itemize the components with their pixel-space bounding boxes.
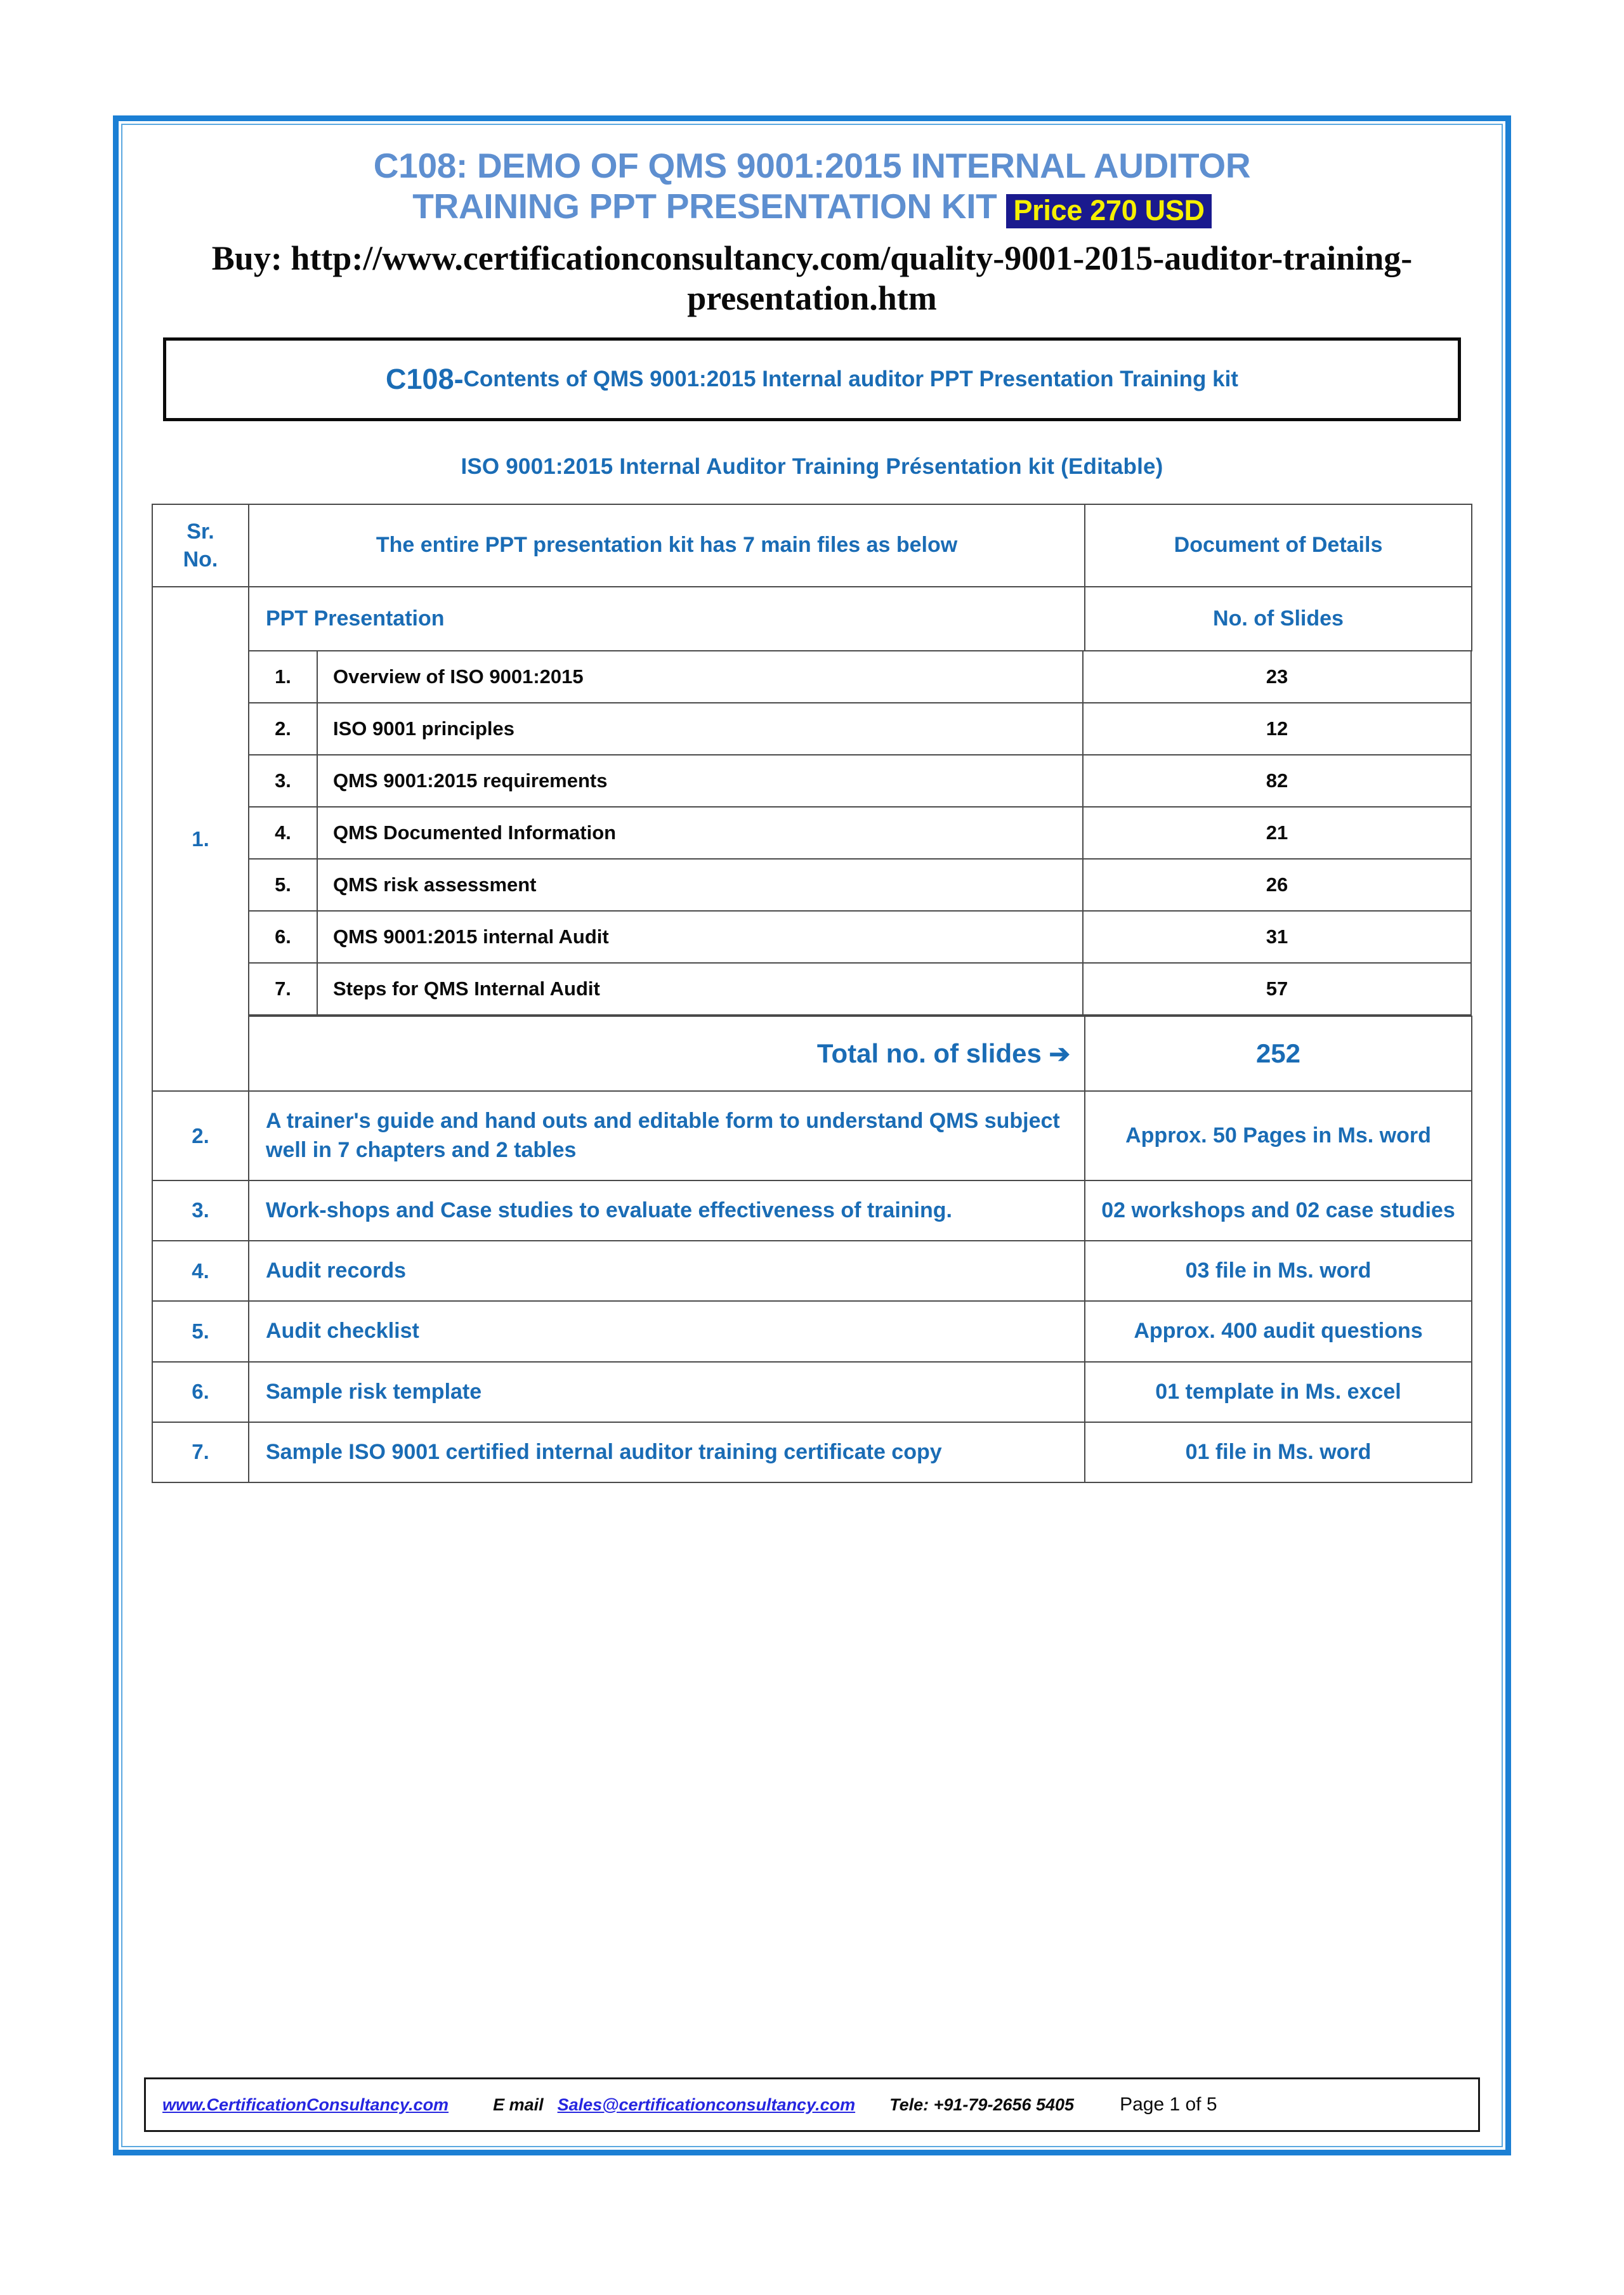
ppt-file-num: 1. [249,651,317,703]
row-description: Audit records [249,1241,1085,1301]
ppt-file-num: 4. [249,807,317,859]
row-sr-4: 4. [152,1241,249,1301]
ppt-file-title: Steps for QMS Internal Audit [317,963,1083,1015]
footer-telephone: Tele: +91-79-2656 5405 [889,2095,1075,2114]
ppt-file-slides: 82 [1083,755,1471,807]
header-sr-line1: Sr. [187,520,214,544]
header-details: Document of Details [1085,504,1472,587]
table-row [249,911,1471,963]
ppt-file-slides: 31 [1083,911,1471,963]
table-row [249,963,1471,1015]
ppt-file-slides: 57 [1083,963,1471,1015]
total-slides-label [249,1016,1085,1091]
table-row [249,807,1471,859]
table-row [152,1362,1472,1422]
page-inner-frame [121,124,1503,2147]
footer-website-link[interactable]: www.CertificationConsultancy.com [162,2095,449,2114]
ppt-file-slides: 26 [1083,859,1471,911]
buy-url[interactable]: http://www.certificationconsultancy.com/quality-9001-2015-auditor-training-presentation.htm [291,239,1413,317]
iso-subtitle: ISO 9001:2015 Internal Auditor Training Présentation kit (Editable) [461,454,1163,480]
page-title [144,145,1480,227]
table-row [249,651,1471,703]
footer-page-number: Page 1 of 5 [1120,2094,1217,2115]
right-arrow-icon: ➔ [1049,1040,1070,1069]
row-details: 01 template in Ms. excel [1085,1362,1472,1422]
table-row [152,1091,1472,1180]
page-footer [144,2077,1480,2132]
table-row [249,703,1471,755]
row-sr-1: 1. [152,587,249,1091]
table-row [152,1241,1472,1301]
contents-code: C108- [386,363,464,396]
header-sr-line2: No. [183,547,218,572]
row-description: Work-shops and Case studies to evaluate effectiveness of training. [249,1180,1085,1241]
table-row-group-1 [152,587,1472,651]
contents-table [152,504,1472,1483]
footer-email-label: E mail [493,2095,544,2114]
table-row [249,859,1471,911]
row-details: Approx. 400 audit questions [1085,1301,1472,1361]
table-row [152,1301,1472,1361]
buy-label: Buy: [211,239,282,277]
ppt-file-title: ISO 9001 principles [317,703,1083,755]
ppt-file-num: 5. [249,859,317,911]
subheader-ppt-presentation: PPT Presentation [249,587,1085,651]
buy-link-line [144,239,1480,318]
table-row [249,755,1471,807]
table-header-row [152,504,1472,587]
header-sr-no [152,504,249,587]
contents-title-box [163,337,1461,421]
row-description: Sample ISO 9001 certified internal auditor training certificate copy [249,1422,1085,1482]
row-sr-3: 3. [152,1180,249,1241]
ppt-files-container [249,651,1472,1016]
total-slides-value: 252 [1085,1016,1472,1091]
row-description: Audit checklist [249,1301,1085,1361]
header-description: The entire PPT presentation kit has 7 main files as below [249,504,1085,587]
ppt-file-title: Overview of ISO 9001:2015 [317,651,1083,703]
row-description: A trainer's guide and hand outs and editable form to understand QMS subject well in 7 chapters and 2 tables [249,1091,1085,1180]
row-description: Sample risk template [249,1362,1085,1422]
title-line-2: TRAINING PPT PRESENTATION KIT [412,186,997,226]
footer-email-link[interactable]: Sales@certificationconsultancy.com [557,2095,856,2114]
document-page [113,115,1511,2155]
subheader-no-of-slides: No. of Slides [1085,587,1472,651]
ppt-file-title: QMS Documented Information [317,807,1083,859]
ppt-file-title: QMS 9001:2015 internal Audit [317,911,1083,963]
ppt-file-slides: 23 [1083,651,1471,703]
ppt-file-slides: 21 [1083,807,1471,859]
total-label-text: Total no. of slides [816,1038,1042,1069]
row-details: 03 file in Ms. word [1085,1241,1472,1301]
ppt-file-title: QMS risk assessment [317,859,1083,911]
row-sr-5: 5. [152,1301,249,1361]
ppt-file-num: 3. [249,755,317,807]
table-row [152,1422,1472,1482]
ppt-file-num: 7. [249,963,317,1015]
ppt-file-num: 2. [249,703,317,755]
table-row-total [152,1016,1472,1091]
ppt-file-title: QMS 9001:2015 requirements [317,755,1083,807]
row-sr-7: 7. [152,1422,249,1482]
row-details: 02 workshops and 02 case studies [1085,1180,1472,1241]
ppt-files-table [249,651,1472,1016]
row-sr-2: 2. [152,1091,249,1180]
contents-label: Contents of QMS 9001:2015 Internal auditor PPT Presentation Training kit [463,367,1238,392]
row-details: Approx. 50 Pages in Ms. word [1085,1091,1472,1180]
row-details: 01 file in Ms. word [1085,1422,1472,1482]
ppt-file-num: 6. [249,911,317,963]
ppt-file-slides: 12 [1083,703,1471,755]
title-block [144,125,1480,318]
title-line-1: C108: DEMO OF QMS 9001:2015 INTERNAL AUDITOR [373,146,1251,185]
price-badge: Price 270 USD [1006,194,1211,228]
table-row [152,1180,1472,1241]
table-row-ppt-files [152,651,1472,1016]
row-sr-6: 6. [152,1362,249,1422]
